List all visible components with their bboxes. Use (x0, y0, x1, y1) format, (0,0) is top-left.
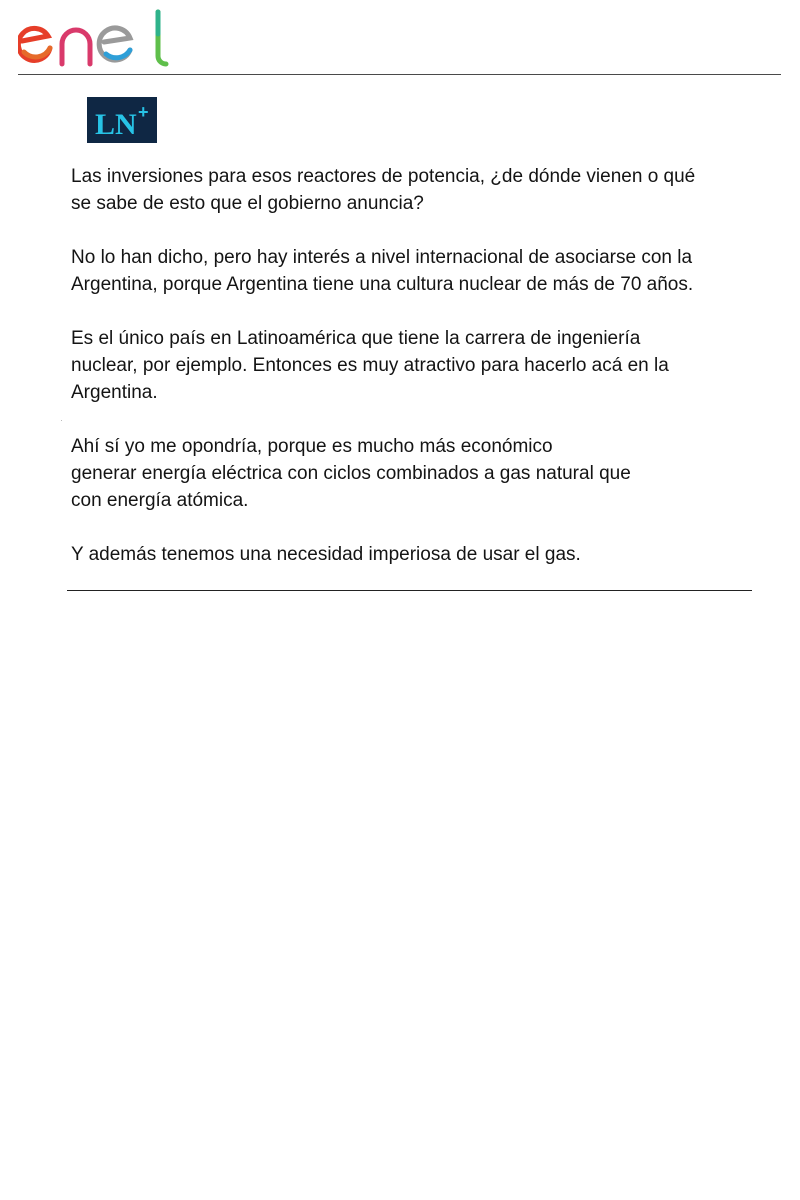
badge-letters: LN (95, 108, 137, 141)
clipped-previous-line (60, 152, 740, 162)
footer-divider (67, 590, 752, 591)
stray-mark (61, 420, 62, 421)
article-paragraph: Ahí sí yo me opondría, porque es mucho más económico generar energía eléctrica con ciclos combinados a gas natural que con energía atómica. (71, 436, 631, 511)
article-body (71, 163, 741, 568)
article-paragraph: No lo han dicho, pero hay interés a nivel internacional de asociarse con la Argentina, porque Argentina tiene una cultura nuclear de más de 70 años. (71, 247, 694, 295)
badge-plus: + (138, 102, 149, 122)
article-paragraph: Las inversiones para esos reactores de potencia, ¿de dónde vienen o qué se sabe de esto que el gobierno anuncia? (71, 166, 696, 214)
article-paragraph: Y además tenemos una necesidad imperiosa de usar el gas. (71, 544, 581, 565)
header (0, 0, 800, 76)
la-nacion-plus-logo-icon (87, 97, 157, 143)
enel-logo-icon (18, 8, 170, 68)
header-divider (18, 74, 781, 75)
article-paragraph: Es el único país en Latinoamérica que tiene la carrera de ingeniería nuclear, por ejemplo. Entonces es muy atractivo para hacerlo acá en la Argentina. (71, 328, 669, 403)
